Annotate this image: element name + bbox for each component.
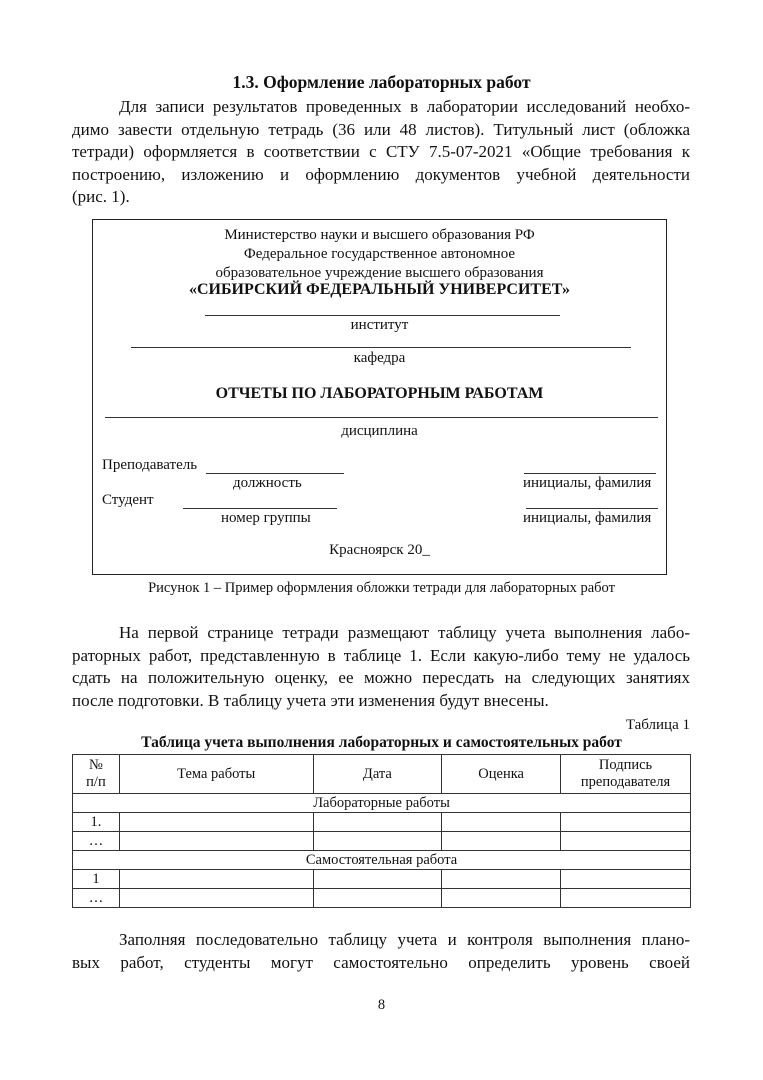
student-group-rule (183, 508, 337, 509)
initials-label: инициалы, фамилия (523, 475, 652, 491)
text-line: (рис. 1). (72, 187, 130, 206)
city-year: Красноярск 20_ (329, 542, 430, 558)
column-header-topic: Тема работы (119, 755, 313, 794)
cell-signature (561, 889, 691, 908)
cell-date (313, 832, 442, 851)
text-line: вых работ, студенты могут самостоятельно определить уровень своей (72, 952, 690, 972)
cell-grade (442, 889, 561, 908)
table-row (73, 870, 691, 889)
institute-rule (205, 315, 560, 316)
text-line: тетради) оформляется в соответствии с СТУ 7.5-07-2021 «Общие требования к (72, 142, 690, 161)
section-row (73, 851, 691, 870)
cell-date (313, 870, 442, 889)
cell-number: 1. (73, 813, 120, 832)
page-number: 8 (377, 997, 386, 1013)
paragraph-intro (72, 96, 690, 209)
cell-signature (561, 832, 691, 851)
teacher-position-rule (206, 473, 344, 474)
initials-label: инициалы, фамилия (523, 510, 652, 526)
table-row (73, 813, 691, 832)
text-line: раторных работ, представленную в таблице 1. Если какую-либо тему не удалось (72, 645, 690, 665)
cell-number: … (73, 889, 120, 908)
institute-label: институт (350, 317, 409, 333)
cell-grade (442, 813, 561, 832)
column-header-number: № п/п (73, 755, 120, 794)
student-label: Студент (102, 492, 154, 508)
text-line: построению, изложению и оформлению документов учебной деятельности (72, 164, 690, 184)
cell-date (313, 889, 442, 908)
cell-grade (442, 870, 561, 889)
cover-title: ОТЧЕТЫ ПО ЛАБОРАТОРНЫМ РАБОТАМ (215, 385, 544, 402)
paragraph-conclusion (72, 929, 690, 974)
cell-topic (119, 813, 313, 832)
section-title: Лабораторные работы (73, 794, 691, 813)
cell-date (313, 813, 442, 832)
table-row (73, 889, 691, 908)
text-line: Для записи результатов проведенных в лаборатории исследований необхо- (119, 97, 690, 116)
figure-caption: Рисунок 1 – Пример оформления обложки тетради для лабораторных работ (148, 580, 615, 596)
text-line: На первой странице тетради размещают таблицу учета выполнения лабо- (119, 623, 690, 642)
table-title: Таблица учета выполнения лабораторных и самостоятельных работ (141, 734, 622, 751)
discipline-rule (105, 417, 658, 418)
department-label: кафедра (353, 350, 406, 366)
position-label: должность (233, 475, 302, 491)
table-header-row (73, 755, 691, 794)
teacher-label: Преподаватель (102, 457, 198, 473)
section-heading: 1.3. Оформление лабораторных работ (232, 72, 531, 92)
cell-topic (119, 889, 313, 908)
table-number: Таблица 1 (625, 717, 690, 733)
column-header-date: Дата (313, 755, 442, 794)
text-line: сдать на положительную оценку, ее можно пересдать на следующих занятиях (72, 668, 690, 687)
cell-signature (561, 813, 691, 832)
cover-sample-figure (92, 219, 667, 575)
text-line: после подготовки. В таблицу учета эти изменения будут внесены. (72, 690, 549, 710)
section-title: Самостоятельная работа (73, 851, 691, 870)
cell-topic (119, 870, 313, 889)
column-header-grade: Оценка (442, 755, 561, 794)
cell-topic (119, 832, 313, 851)
department-rule (131, 347, 631, 348)
student-name-rule (526, 508, 658, 509)
teacher-name-rule (524, 473, 656, 474)
section-row (73, 794, 691, 813)
lab-register-table (72, 754, 691, 908)
text-line: димо завести отдельную тетрадь (36 или 48 листов). Титульный лист (обложка (72, 119, 690, 139)
text-line: Заполняя последовательно таблицу учета и контроля выполнения плано- (119, 930, 690, 949)
cell-signature (561, 870, 691, 889)
group-label: номер группы (221, 510, 311, 526)
federal-line: Федеральное государственное автономное (243, 246, 516, 262)
cell-number: … (73, 832, 120, 851)
ministry-line: Министерство науки и высшего образования РФ (224, 227, 535, 243)
paragraph-table-intro (72, 622, 690, 712)
cell-grade (442, 832, 561, 851)
discipline-label: дисциплина (341, 423, 418, 439)
cell-number: 1 (73, 870, 120, 889)
column-header-signature: Подпись преподавателя (561, 755, 691, 794)
university-name: «СИБИРСКИЙ ФЕДЕРАЛЬНЫЙ УНИВЕРСИТЕТ» (188, 281, 571, 298)
institution-line: образовательное учреждение высшего образования (215, 265, 544, 281)
table-row (73, 832, 691, 851)
